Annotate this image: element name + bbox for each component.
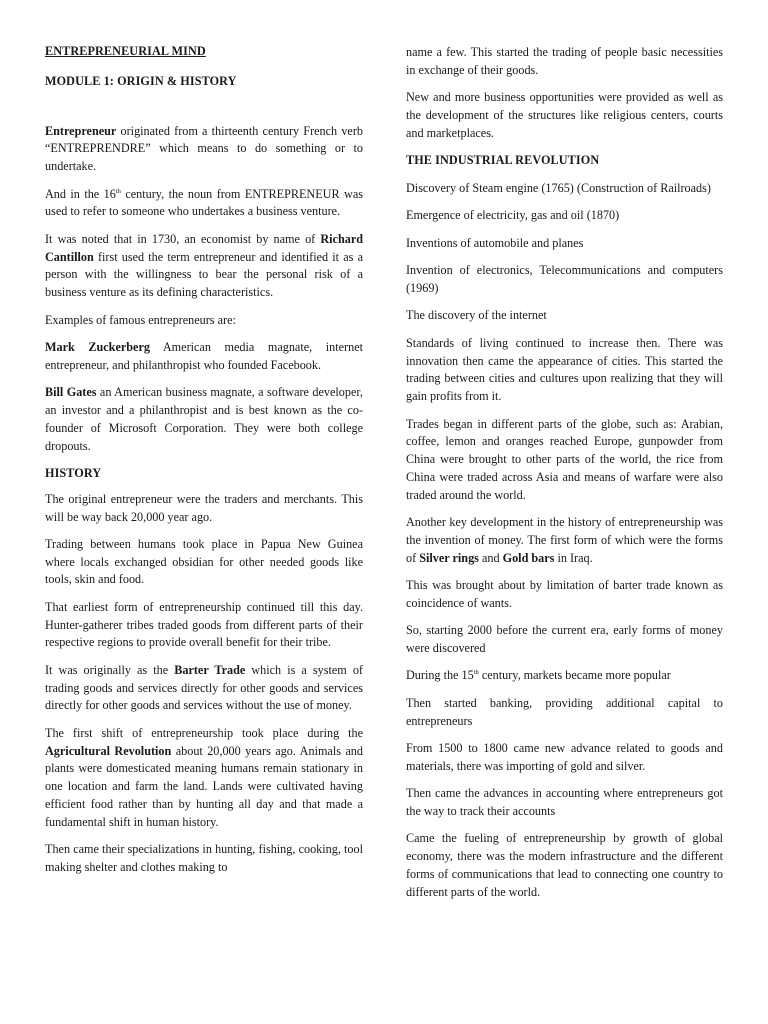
goods-paragraph: From 1500 to 1800 came new advance related to goods and materials, there was importing of gold and silver. <box>406 741 723 773</box>
cantillon-name: Richard Cantillon <box>45 231 363 264</box>
money-and: and <box>478 550 503 565</box>
right-column <box>406 44 723 911</box>
intro-paragraph <box>45 123 363 176</box>
electronics-item: Invention of electronics, Telecommunications and computers (1969) <box>406 263 723 295</box>
spacer <box>45 99 363 123</box>
opportunities-paragraph: New and more business opportunities were provided as well as the development of the structures like religious centers, courts and marketplaces. <box>406 90 723 140</box>
gold-bars: Gold bars <box>502 550 555 565</box>
banking-paragraph: Then started banking, providing additional capital to entrepreneurs <box>406 695 723 728</box>
steam-engine-item: Discovery of Steam engine (1765) (Construction of Railroads) <box>406 180 711 195</box>
barter-limit-paragraph: This was brought about by limitation of barter trade known as coincidence of wants. <box>406 578 723 610</box>
history-heading: HISTORY <box>45 465 102 480</box>
agricultural-paragraph <box>45 725 363 832</box>
industrial-heading: THE INDUSTRIAL REVOLUTION <box>406 153 600 168</box>
century-paragraph <box>45 186 363 222</box>
barter-before: It was originally as the <box>45 662 175 677</box>
markets-paragraph <box>406 667 723 685</box>
cantillon-before: It was noted that in 1730, an economist by name of <box>45 231 321 246</box>
electricity-item: Emergence of electricity, gas and oil (1870) <box>406 208 620 223</box>
trades-paragraph: Trades began in different parts of the globe, such as: Arabian, coffee, lemon and oranges reached Europe, gunpowder from China were brought to other parts of the world, the rice from China were traded across Asia and means of warfare were also traded around the world. <box>406 416 723 502</box>
barter-paragraph <box>45 662 363 715</box>
automobile-item: Inventions of automobile and planes <box>406 235 584 250</box>
cantillon-paragraph <box>45 231 363 302</box>
agri-before: The first shift of entrepreneurship took place during the <box>45 725 363 740</box>
internet-item: The discovery of the internet <box>406 308 547 323</box>
history-paragraph-1: The original entrepreneur were the traders and merchants. This will be way back 20,000 year ago. <box>45 491 363 524</box>
silver-rings: Silver rings <box>419 550 479 565</box>
agri-term: Agricultural Revolution <box>45 743 172 758</box>
early-money-paragraph: So, starting 2000 before the current era, early forms of money were discovered <box>406 623 723 656</box>
zuckerberg-name: Mark Zuckerberg <box>45 339 150 354</box>
money-after: in Iraq. <box>554 550 593 565</box>
zuckerberg-paragraph <box>45 339 363 375</box>
money-before: Another key development in the history of entrepreneurship was the invention of money. The first form of which were the forms of <box>406 515 723 565</box>
examples-intro: Examples of famous entrepreneurs are: <box>45 312 236 327</box>
fueling-paragraph: Came the fueling of entrepreneurship by growth of global economy, there was the modern infrastructure and the different forms of communications that lead to connecting one country to different parts of the world. <box>406 831 723 899</box>
document-title: ENTREPRENEURIAL MIND <box>45 44 206 58</box>
intro-text: originated from a thirteenth century French verb “ENTREPRENDRE” which means to do something or to undertake. <box>45 123 363 174</box>
barter-term: Barter Trade <box>174 662 246 677</box>
century-after: century, the noun from ENTREPRENEUR was used to refer to someone who undertakes a business venture. <box>45 186 363 219</box>
left-column <box>45 43 363 886</box>
markets-sup: th <box>473 669 479 677</box>
gates-paragraph <box>45 384 363 455</box>
standards-paragraph: Standards of living continued to increase then. There was innovation then came the appearance of cities. This started the trading between cities and cultures upon realizing that they will gain profits from it. <box>406 335 723 404</box>
module-title: MODULE 1: ORIGIN & HISTORY <box>45 73 237 88</box>
century-before: And in the 16 <box>45 186 116 201</box>
accounting-paragraph: Then came the advances in accounting where entrepreneurs got the way to track their accounts <box>406 786 723 818</box>
barter-after: which is a system of trading goods and services directly for other goods and services directly for other goods and services without the use of money. <box>45 662 363 713</box>
intro-term: Entrepreneur <box>45 123 117 138</box>
continued-paragraph: name a few. This started the trading of people basic necessities in exchange of their goods. <box>406 45 723 77</box>
gates-name: Bill Gates <box>45 385 97 400</box>
specializations-paragraph: Then came their specializations in hunting, fishing, cooking, tool making shelter and clothes making to <box>45 842 363 875</box>
century-sup: th <box>115 187 121 195</box>
gates-text: an American business magnate, a software developer, an investor and a philanthropist and is best known as the co-founder of Microsoft Corporation. They were both college dropouts. <box>45 385 363 453</box>
markets-before: During the 15 <box>406 668 474 683</box>
history-paragraph-3: That earliest form of entrepreneurship continued till this day. Hunter-gatherer tribes traded goods from different parts of their respective regions to provide overall benefit for their tribe. <box>45 599 363 650</box>
markets-after: century, markets became more popular <box>478 668 671 683</box>
history-paragraph-2: Trading between humans took place in Papua New Guinea where locals exchanged obsidian for other needed goods like tools, skin and food. <box>45 536 363 587</box>
zuckerberg-text: American media magnate, internet entrepreneur, and philanthropist who founded Facebook. <box>45 339 363 372</box>
cantillon-after: first used the term entrepreneur and identified it as a person with the willingness to bear the personal risk of a business venture as its defining characteristics. <box>45 249 363 300</box>
agri-after: about 20,000 years ago. Animals and plants were domesticated meaning humans remain stationary in one location and farm the land. Lands were cultivated having efficient food rather than by hunting all day and that made a fundamental shift in human history. <box>45 743 363 829</box>
money-paragraph <box>406 514 723 567</box>
